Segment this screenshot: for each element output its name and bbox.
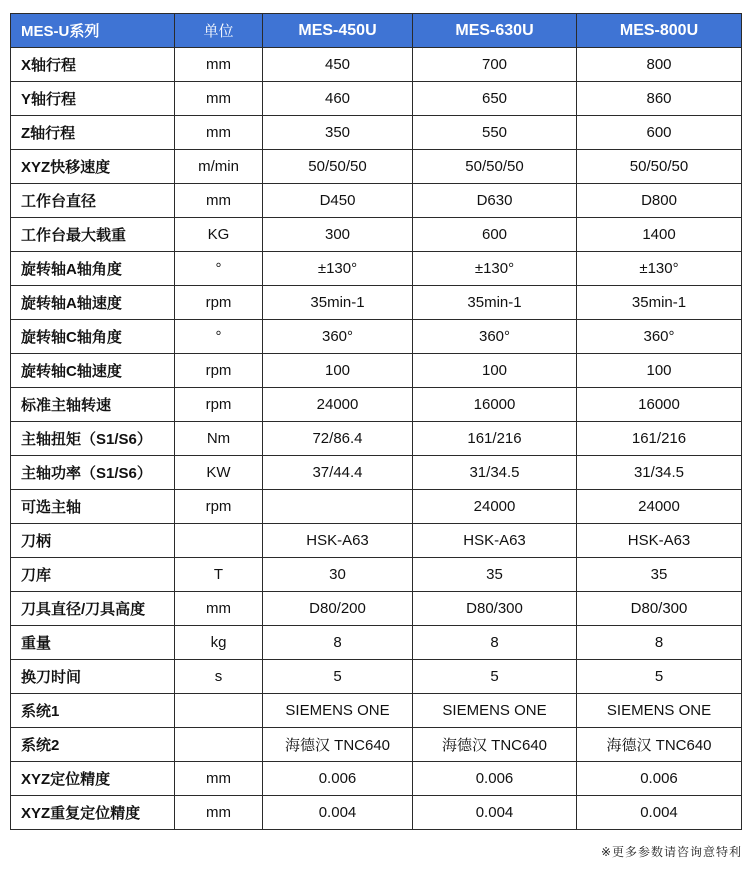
spec-value-cell: 海德汉 TNC640 xyxy=(263,728,413,762)
header-model: MES-800U xyxy=(577,14,742,48)
spec-name-cell: 主轴扭矩（S1/S6） xyxy=(11,422,175,456)
spec-value-cell: 16000 xyxy=(577,388,742,422)
spec-value-cell: 161/216 xyxy=(413,422,577,456)
spec-value-cell: 35min-1 xyxy=(577,286,742,320)
spec-value-cell: 300 xyxy=(263,218,413,252)
spec-name-cell: 可选主轴 xyxy=(11,490,175,524)
spec-unit-cell xyxy=(175,524,263,558)
spec-value-cell xyxy=(263,490,413,524)
spec-name-cell: 重量 xyxy=(11,626,175,660)
table-row xyxy=(11,320,742,354)
spec-value-cell: 100 xyxy=(413,354,577,388)
spec-value-cell: 550 xyxy=(413,116,577,150)
spec-name-cell: 刀具直径/刀具高度 xyxy=(11,592,175,626)
spec-value-cell: 35 xyxy=(577,558,742,592)
spec-value-cell: 24000 xyxy=(577,490,742,524)
footnote: ※更多参数请咨询意特利 xyxy=(600,845,742,859)
spec-value-cell: D80/300 xyxy=(577,592,742,626)
spec-value-cell: 16000 xyxy=(413,388,577,422)
spec-value-cell: 460 xyxy=(263,82,413,116)
spec-value-cell: 700 xyxy=(413,48,577,82)
table-row xyxy=(11,252,742,286)
spec-name-cell: XYZ快移速度 xyxy=(11,150,175,184)
spec-unit-cell: KW xyxy=(175,456,263,490)
table-row xyxy=(11,48,742,82)
table-row xyxy=(11,388,742,422)
spec-sheet xyxy=(10,13,741,830)
spec-value-cell: 35 xyxy=(413,558,577,592)
spec-value-cell: 161/216 xyxy=(577,422,742,456)
table-row xyxy=(11,762,742,796)
spec-value-cell: 860 xyxy=(577,82,742,116)
spec-unit-cell: T xyxy=(175,558,263,592)
spec-name-cell: X轴行程 xyxy=(11,48,175,82)
table-row xyxy=(11,524,742,558)
spec-value-cell: D630 xyxy=(413,184,577,218)
spec-unit-cell: rpm xyxy=(175,490,263,524)
header-row xyxy=(11,14,742,48)
spec-value-cell: 24000 xyxy=(263,388,413,422)
table-row xyxy=(11,422,742,456)
table-row xyxy=(11,150,742,184)
spec-value-cell: 600 xyxy=(577,116,742,150)
spec-unit-cell: mm xyxy=(175,48,263,82)
header-unit: 单位 xyxy=(175,14,263,48)
spec-name-cell: 工作台直径 xyxy=(11,184,175,218)
spec-table xyxy=(10,13,742,830)
spec-unit-cell: ° xyxy=(175,320,263,354)
spec-value-cell: 360° xyxy=(413,320,577,354)
table-row xyxy=(11,796,742,830)
spec-name-cell: 换刀时间 xyxy=(11,660,175,694)
spec-name-cell: 刀库 xyxy=(11,558,175,592)
spec-name-cell: XYZ定位精度 xyxy=(11,762,175,796)
table-row xyxy=(11,626,742,660)
spec-value-cell: 0.006 xyxy=(413,762,577,796)
spec-value-cell: ±130° xyxy=(577,252,742,286)
spec-value-cell: 50/50/50 xyxy=(577,150,742,184)
spec-value-cell: SIEMENS ONE xyxy=(577,694,742,728)
spec-value-cell: 50/50/50 xyxy=(263,150,413,184)
spec-value-cell: 360° xyxy=(577,320,742,354)
spec-unit-cell: kg xyxy=(175,626,263,660)
spec-unit-cell: mm xyxy=(175,116,263,150)
spec-value-cell: 5 xyxy=(577,660,742,694)
table-row xyxy=(11,592,742,626)
spec-unit-cell: KG xyxy=(175,218,263,252)
spec-value-cell: 0.004 xyxy=(263,796,413,830)
table-row xyxy=(11,184,742,218)
table-row xyxy=(11,694,742,728)
spec-value-cell: 8 xyxy=(577,626,742,660)
table-row xyxy=(11,116,742,150)
spec-unit-cell: mm xyxy=(175,82,263,116)
spec-value-cell: 100 xyxy=(577,354,742,388)
spec-value-cell: 海德汉 TNC640 xyxy=(413,728,577,762)
spec-name-cell: 旋转轴A轴角度 xyxy=(11,252,175,286)
spec-value-cell: 360° xyxy=(263,320,413,354)
spec-value-cell: 5 xyxy=(413,660,577,694)
spec-value-cell: 1400 xyxy=(577,218,742,252)
spec-value-cell: D80/200 xyxy=(263,592,413,626)
spec-name-cell: Z轴行程 xyxy=(11,116,175,150)
table-row xyxy=(11,354,742,388)
spec-unit-cell: mm xyxy=(175,184,263,218)
table-row xyxy=(11,286,742,320)
spec-value-cell: 5 xyxy=(263,660,413,694)
spec-value-cell: SIEMENS ONE xyxy=(263,694,413,728)
table-row xyxy=(11,728,742,762)
spec-name-cell: 旋转轴C轴速度 xyxy=(11,354,175,388)
spec-unit-cell xyxy=(175,728,263,762)
spec-name-cell: 工作台最大载重 xyxy=(11,218,175,252)
spec-name-cell: 旋转轴C轴角度 xyxy=(11,320,175,354)
table-row xyxy=(11,490,742,524)
spec-value-cell: D450 xyxy=(263,184,413,218)
spec-value-cell: HSK-A63 xyxy=(577,524,742,558)
table-row xyxy=(11,558,742,592)
spec-value-cell: HSK-A63 xyxy=(263,524,413,558)
spec-value-cell: 0.006 xyxy=(577,762,742,796)
spec-name-cell: 刀柄 xyxy=(11,524,175,558)
spec-value-cell: D80/300 xyxy=(413,592,577,626)
spec-value-cell: SIEMENS ONE xyxy=(413,694,577,728)
spec-value-cell: 37/44.4 xyxy=(263,456,413,490)
table-row xyxy=(11,456,742,490)
spec-unit-cell: ° xyxy=(175,252,263,286)
spec-value-cell: 8 xyxy=(263,626,413,660)
header-model: MES-450U xyxy=(263,14,413,48)
spec-name-cell: 旋转轴A轴速度 xyxy=(11,286,175,320)
spec-unit-cell: rpm xyxy=(175,286,263,320)
spec-value-cell: D800 xyxy=(577,184,742,218)
spec-name-cell: 系统2 xyxy=(11,728,175,762)
spec-value-cell: 31/34.5 xyxy=(577,456,742,490)
table-row xyxy=(11,660,742,694)
spec-value-cell: 24000 xyxy=(413,490,577,524)
spec-unit-cell: m/min xyxy=(175,150,263,184)
spec-value-cell: 海德汉 TNC640 xyxy=(577,728,742,762)
spec-value-cell: 450 xyxy=(263,48,413,82)
spec-name-cell: XYZ重复定位精度 xyxy=(11,796,175,830)
spec-unit-cell: mm xyxy=(175,796,263,830)
spec-value-cell: 31/34.5 xyxy=(413,456,577,490)
spec-value-cell: 0.004 xyxy=(413,796,577,830)
spec-value-cell: 0.004 xyxy=(577,796,742,830)
spec-unit-cell: s xyxy=(175,660,263,694)
spec-unit-cell: mm xyxy=(175,762,263,796)
spec-value-cell: ±130° xyxy=(263,252,413,286)
spec-value-cell: 0.006 xyxy=(263,762,413,796)
spec-value-cell: 50/50/50 xyxy=(413,150,577,184)
spec-value-cell: 72/86.4 xyxy=(263,422,413,456)
spec-value-cell: 30 xyxy=(263,558,413,592)
spec-unit-cell: rpm xyxy=(175,388,263,422)
spec-table-body xyxy=(11,48,742,830)
spec-unit-cell: Nm xyxy=(175,422,263,456)
spec-value-cell: 650 xyxy=(413,82,577,116)
spec-value-cell: HSK-A63 xyxy=(413,524,577,558)
spec-unit-cell xyxy=(175,694,263,728)
spec-unit-cell: rpm xyxy=(175,354,263,388)
spec-name-cell: 标准主轴转速 xyxy=(11,388,175,422)
spec-value-cell: ±130° xyxy=(413,252,577,286)
spec-name-cell: Y轴行程 xyxy=(11,82,175,116)
spec-value-cell: 350 xyxy=(263,116,413,150)
table-row xyxy=(11,218,742,252)
table-row xyxy=(11,82,742,116)
spec-value-cell: 600 xyxy=(413,218,577,252)
spec-unit-cell: mm xyxy=(175,592,263,626)
spec-value-cell: 100 xyxy=(263,354,413,388)
spec-value-cell: 8 xyxy=(413,626,577,660)
header-series: MES-U系列 xyxy=(11,14,175,48)
spec-value-cell: 35min-1 xyxy=(413,286,577,320)
spec-value-cell: 35min-1 xyxy=(263,286,413,320)
spec-value-cell: 800 xyxy=(577,48,742,82)
spec-name-cell: 主轴功率（S1/S6） xyxy=(11,456,175,490)
header-model: MES-630U xyxy=(413,14,577,48)
spec-name-cell: 系统1 xyxy=(11,694,175,728)
